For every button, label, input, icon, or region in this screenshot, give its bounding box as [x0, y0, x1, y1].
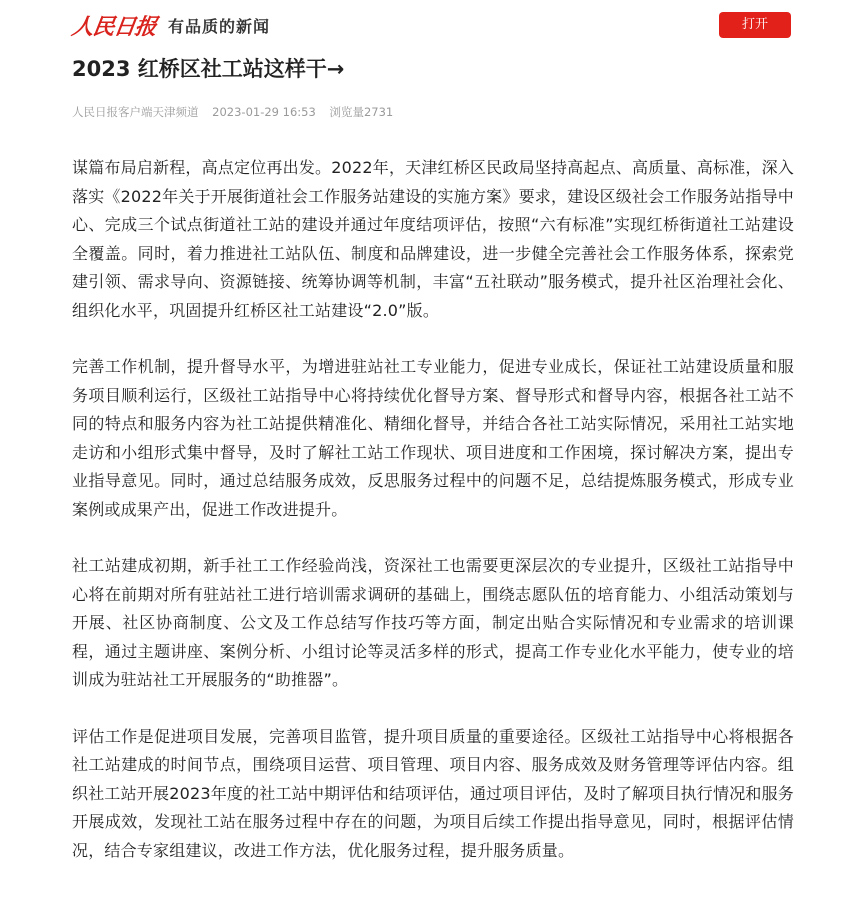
article-title: 2023 红桥区社工站这样干→	[72, 57, 345, 81]
article-paragraph: 社工站建成初期，新手社工工作经验尚浅，资深社工也需要更深层次的专业提升，区级社工站指导中心将在前期对所有驻站社工进行培训需求调研的基础上，围绕志愿队伍的培育能力、小组活动策划与开展、社区协商制度、公文及工作总结写作技巧等方面，制定出贴合实际情况和专业需求的培训课程，通过主题讲座、案例分析、小组讨论等灵活多样的形式，提高工作专业化水平能力，使专业的培训成为驻站社工开展服务的“助推器”。	[72, 556, 794, 689]
open-app-button[interactable]: 打开	[719, 12, 791, 38]
top-bar	[0, 0, 854, 50]
article-body	[72, 154, 794, 893]
logo-slogan: 有品质的新闻	[168, 16, 271, 36]
article-meta	[72, 102, 403, 122]
brand-logo[interactable]	[69, 11, 271, 40]
article-paragraph: 评估工作是促进项目发展，完善项目监管，提升项目质量的重要途径。区级社工站指导中心将根据各社工站建成的时间节点，围绕项目运营、项目管理、项目内容、服务成效及财务管理等评估内容。组织社工站开展2023年度的社工站中期评估和结项评估，通过项目评估，及时了解项目执行情况和服务开展成效，发现社工站在服务过程中存在的问题，为项目后续工作提出指导意见，同时，根据评估情况，结合专家组建议，改进工作方法，优化服务过程，提升服务质量。	[72, 726, 794, 860]
article-datetime: 2023-01-29 16:53	[212, 105, 316, 119]
logo-mark: 人民日报	[69, 13, 158, 40]
article-paragraph: 谋篇布局启新程，高点定位再出发。2022年，天津红桥区民政局坚持高起点、高质量、高标准，深入落实《2022年关于开展街道社会工作服务站建设的实施方案》要求，建设区级社会工作服务站指导中心、完成三个试点街道社工站的建设并通过年度结项评估，按照“六有标准”实现红桥街道社工站建设全覆盖。同时，着力推进社工站队伍、制度和品牌建设，进一步健全完善社会工作服务体系，探索党建引领、需求导向、资源链接、统筹协调等机制，丰富“五社联动”服务模式，提升社区治理社会化、组织化水平，巩固提升红桥区社工站建设“2.0”版。	[72, 158, 794, 320]
article-source: 人民日报客户端天津频道	[72, 105, 199, 119]
article-paragraph: 完善工作机制，提升督导水平，为增进驻站社工专业能力，促进专业成长，保证社工站建设质量和服务项目顺利运行，区级社工站指导中心将持续优化督导方案、督导形式和督导内容，根据各社工站不同的特点和服务内容为社工站提供精准化、精细化督导，并结合各社工站实际情况，采用社工站实地走访和小组形式集中督导，及时了解社工站工作现状、项目进度和工作困境，探讨解决方案，提出专业指导意见。同时，通过总结服务成效，反思服务过程中的问题不足，总结提炼服务模式，形成专业案例或成果产出，促进工作改进提升。	[72, 357, 794, 519]
article-views: 浏览量2731	[329, 105, 394, 119]
